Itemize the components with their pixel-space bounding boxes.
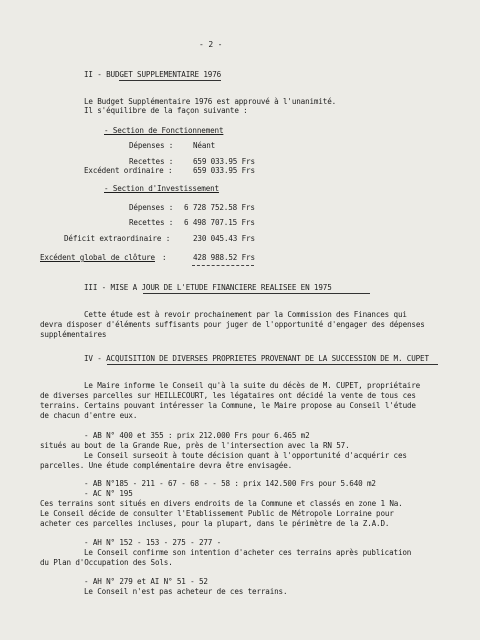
section-4-intro-line-1: Le Maire informe le Conseil qu'à la suite du décès de M. CUPET, propriétaire [84,381,421,390]
item-2-line-3: Ces terrains sont situés en divers endroits de la Commune et classés en zone 1 Na. [40,499,403,508]
item-3-line-3: du Plan d'Occupation des Sols. [40,558,173,567]
fonctionnement-section-title: - Section de Fonctionnement [104,126,224,135]
item-1-line-1: - AB N° 400 et 355 : prix 212.000 Frs pour 6.465 m2 [84,431,310,440]
section-2-underline [119,80,221,81]
section-4-intro-line-2: de diverses parcelles sur HEILLECOURT, les légataires ont décidé la vente de tous ces [40,391,416,400]
invest-deficit-value: 230 045.43 Frs [193,234,255,243]
budget-paragraph-line-1: Le Budget Supplémentaire 1976 est approuvé à l'unanimité. [84,97,337,106]
cloture-dashed-underline [192,265,254,266]
section-3-line-2: devra disposer d'éléments suffisants pour juger de l'opportunité d'engager des dépenses [40,320,425,329]
item-4-line-1: - AH N° 279 et AI N° 51 - 52 [84,577,208,586]
item-4-line-2: Le Conseil n'est pas acheteur de ces terrains. [84,587,288,596]
section-4-underline [107,364,438,365]
page-number: - 2 - [199,40,223,49]
cloture-value: 428 988.52 Frs [193,253,255,262]
item-1-line-4: parcelles. Une étude complémentaire devra être envisagée. [40,461,293,470]
cloture-label: Excédent global de clôture [40,253,155,262]
invest-recettes-label: Recettes : [129,218,174,227]
section-4-intro-line-3: terrains. Certains pouvant intéresser la Commune, le Maire propose au Conseil l'étude [40,401,416,410]
section-3-heading: III - MISE A JOUR DE L'ETUDE FINANCIERE REALISEE EN 1975 [84,283,332,292]
item-1-line-2: situés au bout de la Grande Rue, près de l'intersection avec la RN 57. [40,441,350,450]
fonct-excedent-label: Excédent ordinaire : [84,166,173,175]
section-2-heading: II - BUDGET SUPPLEMENTAIRE 1976 [84,70,222,79]
invest-recettes-value: 6 498 707.15 Frs [184,218,255,227]
investissement-section-title: - Section d'Investissement [104,184,219,193]
item-2-line-4: Le Conseil décide de consulter l'Etablissement Public de Métropole Lorraine pour [40,509,394,518]
item-3-line-1: - AH N° 152 - 153 - 275 - 277 - [84,538,222,547]
fonct-recettes-label: Recettes : [129,157,174,166]
section-4-intro-line-4: de chacun d'entre eux. [40,411,138,420]
item-2-line-2: - AC N° 195 [84,489,133,498]
item-2-line-5: acheter ces parcelles incluses, pour la plupart, dans le périmètre de la Z.A.D. [40,519,390,528]
invest-depenses-label: Dépenses : [129,203,174,212]
section-3-line-1: Cette étude est à revoir prochainement par la Commission des Finances qui [84,310,407,319]
section-3-line-3: supplémentaires [40,330,107,339]
cloture-colon: : [162,253,167,262]
fonct-depenses-label: Dépenses : [129,141,174,150]
section-4-heading: IV - ACQUISITION DE DIVERSES PROPRIETES PROVENANT DE LA SUCCESSION DE M. CUPET [84,354,429,363]
fonct-recettes-value: 659 033.95 Frs [193,157,255,166]
fonct-depenses-value: Néant [193,141,216,150]
item-2-line-1: - AB N°185 - 211 - 67 - 68 - - 58 : prix 142.500 Frs pour 5.640 m2 [84,479,376,488]
fonct-excedent-value: 659 033.95 Frs [193,166,255,175]
budget-paragraph-line-2: Il s'équilibre de la façon suivante : [84,106,248,115]
section-3-underline [143,293,370,294]
invest-depenses-value: 6 728 752.58 Frs [184,203,255,212]
item-3-line-2: Le Conseil confirme son intention d'acheter ces terrains après publication [84,548,412,557]
invest-deficit-label: Déficit extraordinaire : [64,234,171,243]
item-1-line-3: Le Conseil surseoit à toute décision quant à l'opportunité d'acquérir ces [84,451,407,460]
